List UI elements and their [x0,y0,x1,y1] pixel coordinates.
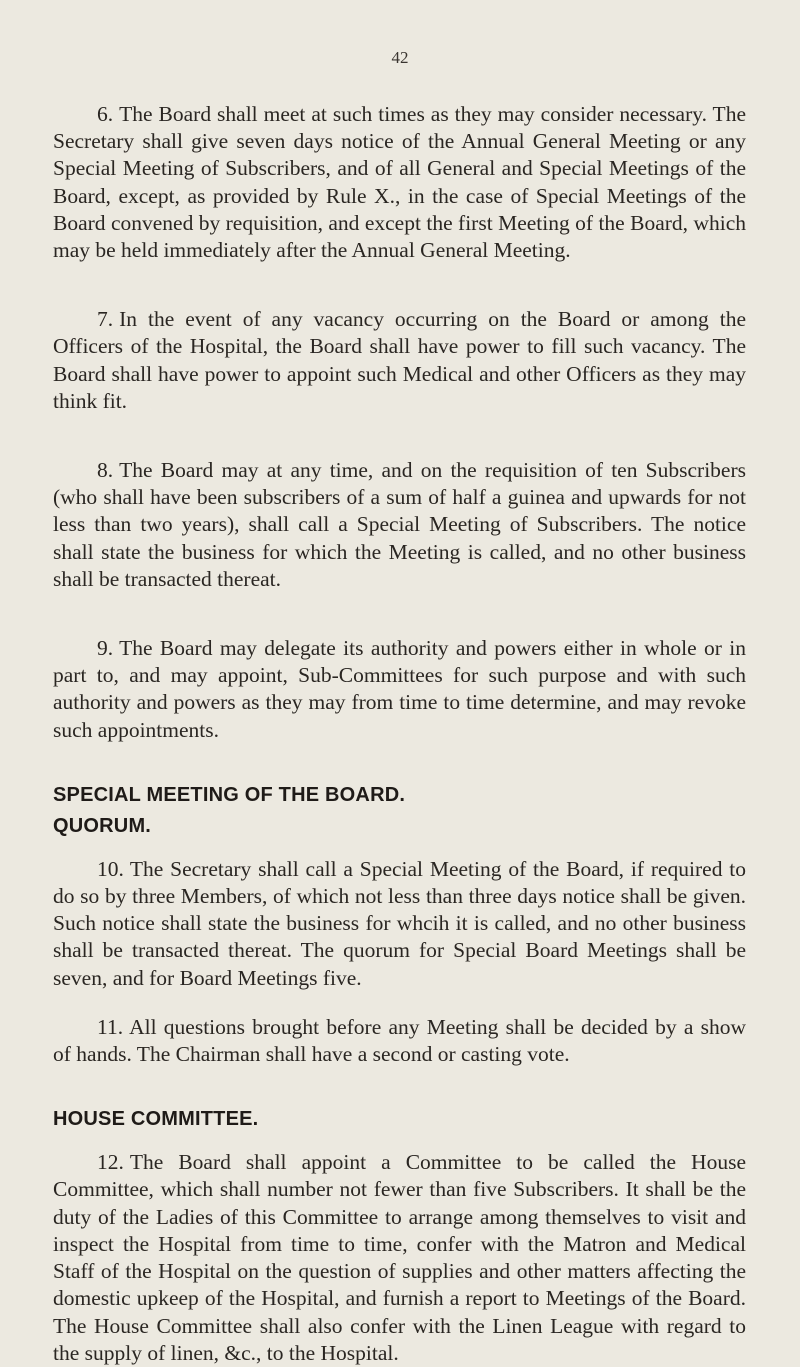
heading-house-committee: HOUSE COMMITTEE. [53,1108,259,1131]
rule-number: 10. [97,856,124,881]
rule-text: The Secretary shall call a Special Meeting of the Board, if required to do so by three Members, of which not less than three days notice shall be given. Such notice shall state the business for whcih it is called, and no other business shall be transacted thereat. The quorum for Special Board Meetings shall be seven, and for Board Meetings five. [53,856,746,990]
rule-number: 8. [97,458,114,483]
rule-6 [53,101,746,264]
rule-text: In the event of any vacancy occurring on the Board or among the Officers of the Hospital, the Board shall have power to fill such vacancy. The Board shall have power to appoint such Medical and other Officers as they may think fit. [53,307,746,413]
page-number: 42 [391,48,409,67]
rule-11 [53,1014,746,1068]
rule-10 [53,856,746,992]
rule-8 [53,457,746,593]
rule-12 [53,1149,746,1367]
rule-number: 6. [97,102,114,126]
rule-7 [53,306,746,415]
rule-number: 11. [97,1014,124,1039]
rule-text: The Board shall meet at such times as they may consider necessary. The Secretary shall give seven days notice of the Annual General Meeting or any Special Meeting of Subscribers, and of all General and Special Meetings of the Board, except, as provided by Rule X., in the case of Special Meetings of the Board convened by requisition, and except the first Meeting of the Board, which may be held immediately after the Annual General Meeting. [53,102,746,263]
rule-text: The Board shall appoint a Committee to be called the House Committee, which shall number not fewer than five Subscribers. It shall be the duty of the Ladies of this Committee to arrange among themselves to visit and inspect the Hospital from time to time, confer with the Matron and Medical Staff of the Hospital on the question of supplies and other matters affecting the domestic upkeep of the Hospital, and furnish a report to Meetings of the Board. The House Committee shall also confer with the Linen League with regard to the supply of linen, &c., to the Hospital. [53,1150,746,1365]
rule-number: 12. [97,1150,124,1175]
rule-number: 7. [97,307,114,332]
page-content [53,101,746,1367]
rule-text: The Board may delegate its authority and powers either in whole or in part to, and may appoint, Sub-Committees for such purpose and with such authority and powers as they may from time to time determine, and may revoke such appointments. [53,636,746,742]
rule-text: All questions brought before any Meeting shall be decided by a show of hands. The Chairman shall have a second or casting vote. [53,1014,746,1067]
heading-quorum: QUORUM. [53,814,152,837]
rule-number: 9. [97,636,114,661]
rule-text: The Board may at any time, and on the requisition of ten Subscribers (who shall have been subscribers of a sum of half a guinea and upwards for not less than two years), shall call a Special Meeting of Subscribers. The notice shall state the business for which the Meeting is called, and no other business shall be transacted thereat. [53,458,746,591]
heading-special-meeting: SPECIAL MEETING OF THE BOARD. [53,783,406,806]
rule-9 [53,635,746,744]
